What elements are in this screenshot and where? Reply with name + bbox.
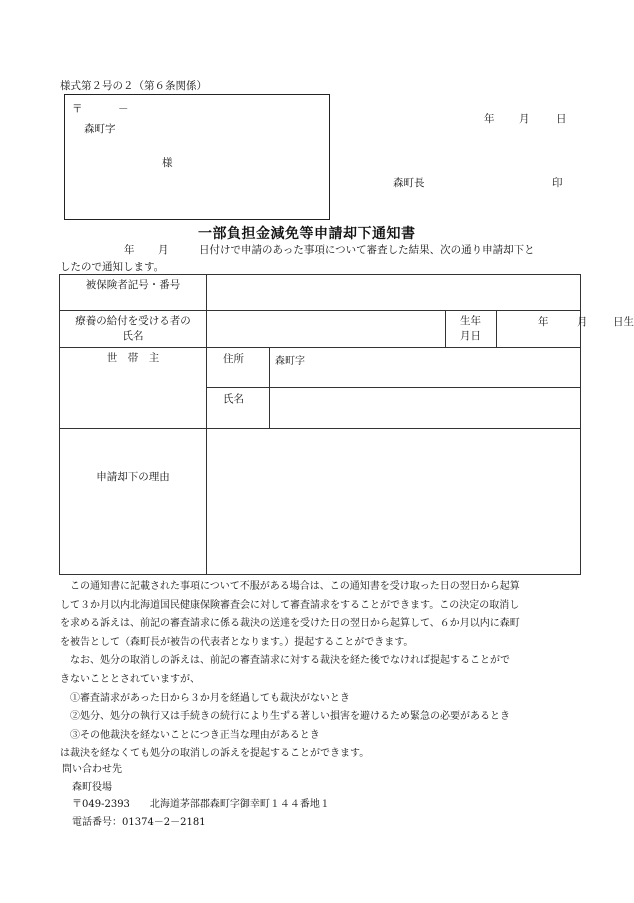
- recipient-name-value: [207, 311, 446, 348]
- insured-number-value: [207, 275, 581, 311]
- notice-line: して３か月以内北海道国民健康保険審査会に対して審査請求をすることができます。この決定の取消し: [60, 599, 520, 611]
- date-day: 日: [556, 113, 567, 125]
- notice-line: きないこととされていますが、: [60, 673, 200, 685]
- recipient-name-label: [60, 311, 207, 348]
- birth-year: 年: [538, 316, 549, 328]
- intro-month: 月: [158, 244, 169, 256]
- document-title: 一部負担金減免等申請却下通知書: [198, 226, 416, 242]
- householder-name-value: [270, 388, 581, 429]
- address-label: 住所: [207, 348, 270, 388]
- birthdate-label-line2: 月日: [460, 330, 481, 342]
- intro-year: 年: [124, 244, 135, 256]
- birthdate-label: [446, 311, 497, 348]
- notice-line: この通知書に記載された事項について不服がある場合は、この通知書を受け取った日の翌日から起算: [60, 581, 520, 592]
- reason-label: 申請却下の理由: [60, 429, 207, 575]
- postal-dash: －: [118, 103, 129, 115]
- birthdate-label-line1: 生年: [460, 315, 481, 327]
- recipient-label-line2: 氏名: [122, 330, 144, 342]
- notice-item-2: ②処分、処分の執行又は手続きの続行により生ずる著しい損害を避けるため緊急の必要があるとき: [60, 711, 510, 723]
- intro-line1: 日付けで申請のあった事項について審査した結果、次の通り申請却下と: [199, 244, 535, 256]
- date-month: 月: [519, 113, 530, 125]
- contact-block: [62, 761, 330, 831]
- contact-postal: 〒049-2393 北海道茅部郡森町字御幸町１４４番地１: [62, 799, 330, 810]
- honorific: 様: [162, 157, 173, 169]
- insured-number-label: 被保険者記号・番号: [60, 275, 207, 311]
- notice-line: を求める訴えは、前記の審査請求に係る裁決の送達を受けた日の翌日から起算して、６か月以内に森町: [60, 618, 520, 630]
- date-year: 年: [484, 113, 495, 125]
- householder-label: 世 帯 主: [60, 348, 207, 429]
- notice-line: なお、処分の取消しの訴えは、前記の審査請求に対する裁決を経た後でなければ提起することがで: [60, 655, 510, 667]
- name-label: 氏名: [207, 388, 270, 429]
- notice-item-3: ③その他裁決を経ないことにつき正当な理由があるとき: [60, 729, 320, 741]
- notice-line: を被告として（森町長が被告の代表者となります。）提起することができます。: [60, 636, 414, 648]
- notice-item-1: ①審査請求があった日から３か月を経過しても裁決がないとき: [60, 692, 350, 704]
- contact-office: 森町役場: [62, 781, 112, 793]
- address-value: 森町字: [270, 348, 581, 388]
- contact-phone: 電話番号：01374－2－2181: [62, 816, 206, 828]
- recipient-label-line1: 療養の給付を受ける者の: [75, 315, 191, 327]
- recipient-town: 森町字: [84, 123, 116, 135]
- form-number: 様式第２号の２（第６条関係）: [60, 80, 207, 92]
- seal-mark: 印: [552, 177, 563, 189]
- appeal-notice: [60, 578, 585, 764]
- reason-value: [207, 429, 581, 575]
- birthdate-value: [497, 311, 634, 348]
- contact-heading: 問い合わせ先: [62, 764, 122, 775]
- application-table: [59, 274, 634, 575]
- issuer-name: 森町長: [393, 177, 425, 189]
- intro-line2: したので通知します。: [60, 261, 165, 273]
- birth-day: 日生: [613, 316, 634, 328]
- address-box: [64, 94, 330, 220]
- birth-month: 月: [577, 316, 588, 328]
- postal-mark: 〒: [72, 103, 83, 115]
- notice-closing: は裁決を経なくても処分の取消しの訴えを提起することができます。: [60, 748, 370, 760]
